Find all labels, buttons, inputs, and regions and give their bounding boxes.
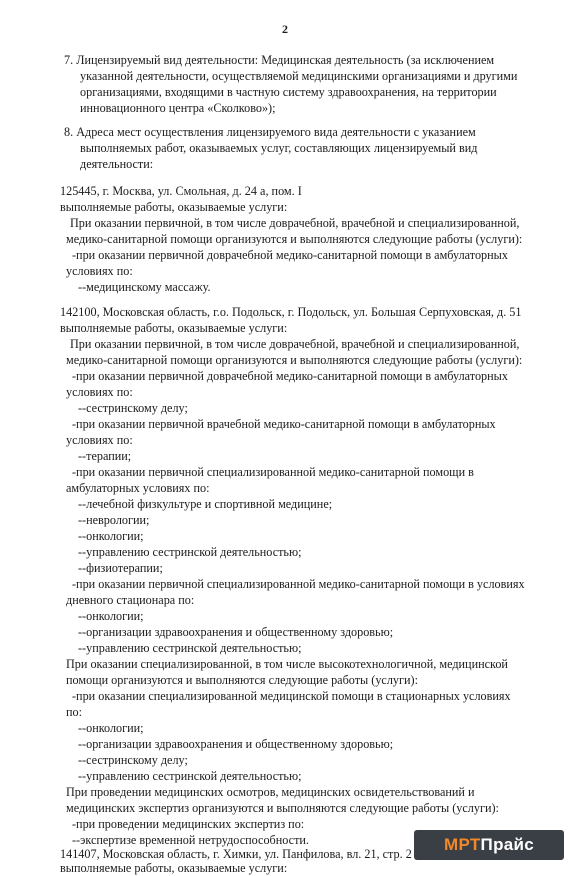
text-line: При оказании первичной, в том числе доврачебной, врачебной и специализированной,: [70, 337, 520, 351]
text-line: --онкологии;: [78, 609, 144, 623]
text-line: инновационного центра «Сколково»);: [80, 101, 276, 115]
address-heading: 125445, г. Москва, ул. Смольная, д. 24 а, пом. I: [60, 184, 302, 198]
text-line: -при оказании первичной врачебной медико-санитарной помощи в амбулаторных: [72, 417, 496, 431]
text-line: организациями, входящими в частную систему здравоохранения, на территории: [80, 85, 497, 99]
text-line: медико-санитарной помощи организуются и выполняются следующие работы (услуги):: [66, 353, 523, 367]
text-line: условиях по:: [66, 385, 133, 399]
text-line: --управлению сестринской деятельностью;: [78, 545, 302, 559]
text-line: --сестринскому делу;: [78, 753, 188, 767]
page-number: 2: [282, 22, 288, 36]
text-line: --онкологии;: [78, 721, 144, 735]
text-line: помощи организуются и выполняются следующие работы (услуги):: [66, 673, 418, 687]
text-line: --управлению сестринской деятельностью;: [78, 769, 302, 783]
text-line: дневного стационара по:: [66, 593, 195, 607]
watermark-text-mrt: МРТ: [443, 835, 481, 854]
text-line: --медицинскому массажу.: [78, 280, 211, 294]
text-line: -при оказании специализированной медицинской помощи в стационарных условиях: [72, 689, 511, 703]
text-line: -при проведении медицинских экспертиз по:: [72, 817, 305, 831]
text-line: --онкологии;: [78, 529, 144, 543]
text-line: -при оказании первичной специализированной медико-санитарной помощи в условиях: [72, 577, 525, 591]
text-line: 7. Лицензируемый вид деятельности: Медицинская деятельность (за исключением: [64, 53, 495, 67]
text-line: по:: [66, 705, 83, 719]
text-line: условиях по:: [66, 264, 133, 278]
text-line: -при оказании первичной доврачебной медико-санитарной помощи в амбулаторных: [72, 248, 508, 262]
text-line: амбулаторных условиях по:: [66, 481, 210, 495]
text-line: --физиотерапии;: [78, 561, 163, 575]
address-heading: 142100, Московская область, г.о. Подольск, г. Подольск, ул. Большая Серпуховская, д. 51: [60, 305, 522, 319]
text-line: --неврологии;: [78, 513, 150, 527]
text-line: выполняемых работ, оказываемых услуг, составляющих лицензируемый вид: [80, 141, 478, 155]
text-line: выполняемые работы, оказываемые услуги:: [60, 861, 288, 875]
text-line: медицинских экспертиз организуются и выполняются следующие работы (услуги):: [66, 801, 499, 815]
text-line: -при оказании первичной специализированной медико-санитарной помощи в: [72, 465, 474, 479]
text-line: выполняемые работы, оказываемые услуги:: [60, 321, 288, 335]
text-line: -при оказании первичной доврачебной медико-санитарной помощи в амбулаторных: [72, 369, 508, 383]
text-line: --организации здравоохранения и общественному здоровью;: [78, 625, 394, 639]
text-line: --сестринскому делу;: [78, 401, 188, 415]
text-line: --организации здравоохранения и общественному здоровью;: [78, 737, 394, 751]
text-line: указанной деятельности, осуществляемой медицинскими организациями и другими: [80, 69, 518, 83]
text-line: выполняемые работы, оказываемые услуги:: [60, 200, 288, 214]
text-line: При оказании специализированной, в том числе высокотехнологичной, медицинской: [66, 657, 508, 671]
text-line: При проведении медицинских осмотров, медицинских освидетельствований и: [66, 785, 475, 799]
text-line: --лечебной физкультуре и спортивной медицине;: [78, 497, 333, 511]
text-line: условиях по:: [66, 433, 133, 447]
text-line: При оказании первичной, в том числе доврачебной, врачебной и специализированной,: [70, 216, 520, 230]
text-line: --экспертизе временной нетрудоспособности.: [72, 833, 309, 847]
watermark-text-price: Прайс: [480, 835, 535, 854]
text-line: медико-санитарной помощи организуются и выполняются следующие работы (услуги):: [66, 232, 523, 246]
mrtprice-watermark: [414, 830, 564, 860]
text-line: --управлению сестринской деятельностью;: [78, 641, 302, 655]
text-line: 8. Адреса мест осуществления лицензируемого вида деятельности с указанием: [64, 125, 476, 139]
address-heading: 141407, Московская область, г. Химки, ул. Панфилова, вл. 21, стр. 2: [60, 847, 412, 861]
text-line: --терапии;: [78, 449, 132, 463]
text-line: деятельности:: [80, 157, 154, 171]
